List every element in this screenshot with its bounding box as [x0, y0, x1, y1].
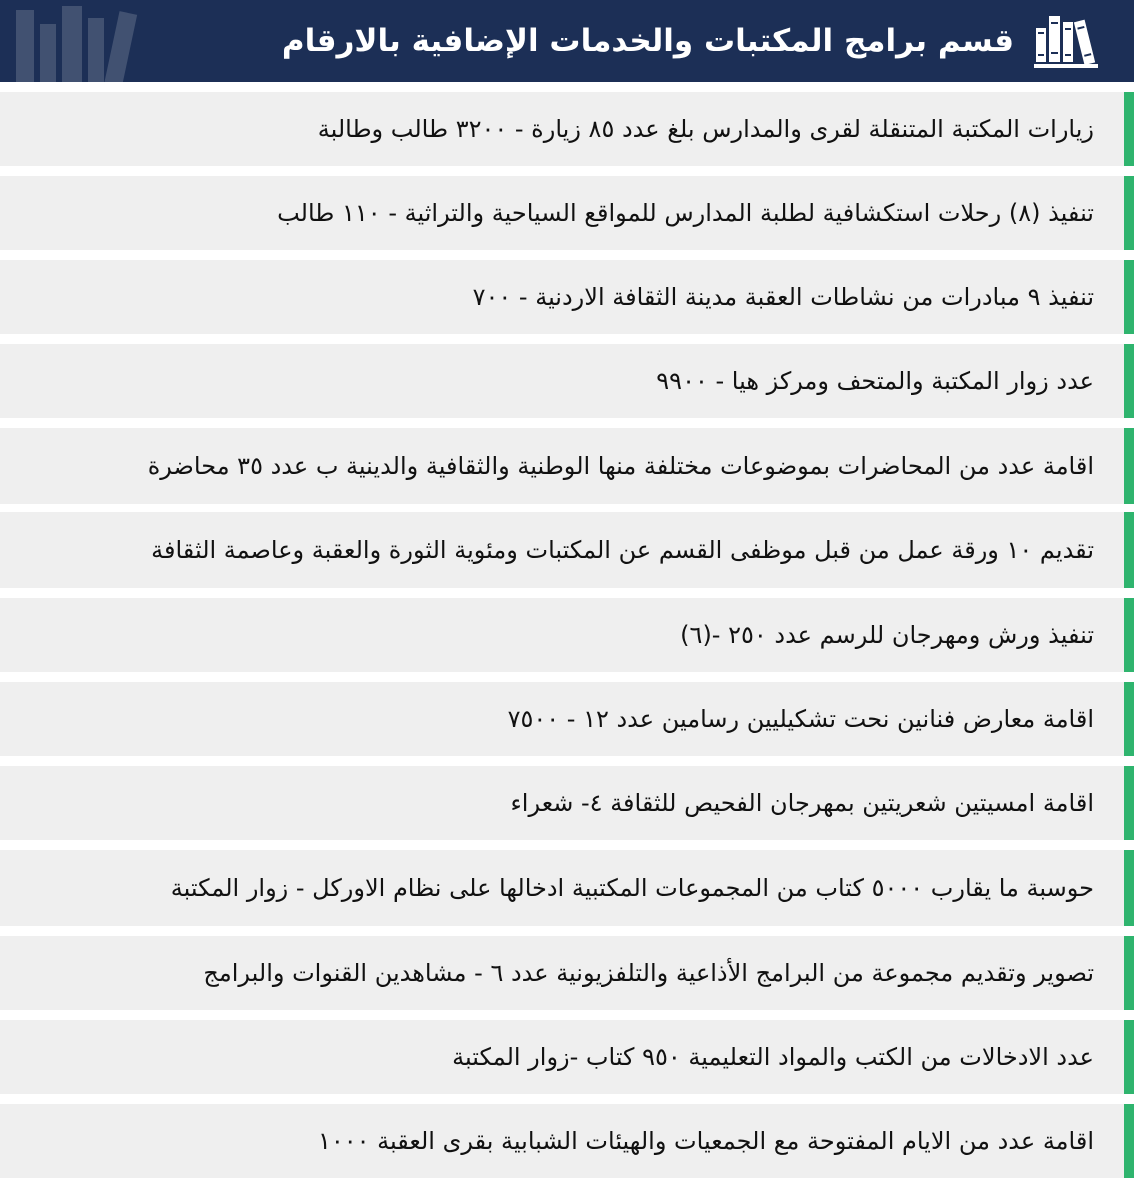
list-item-text: تقديم ١٠ ورقة عمل من قبل موظفى القسم عن المكتبات ومئوية الثورة والعقبة وعاصمة الثقافة: [151, 536, 1094, 564]
list-item: [0, 260, 1134, 334]
list-item-text: تنفيذ ورش ومهرجان للرسم عدد ٢٥٠ -(٦): [680, 621, 1094, 649]
list-item-text: حوسبة ما يقارب ٥٠٠٠ كتاب من المجموعات المكتبية ادخالها على نظام الاوركل - زوار المكتبة: [170, 874, 1094, 902]
list-item-text: زيارات المكتبة المتنقلة لقرى والمدارس بلغ عدد ٨٥ زيارة - ٣٢٠٠ طالب وطالبة: [317, 115, 1094, 143]
list-item-text: اقامة عدد من المحاضرات بموضوعات مختلفة منها الوطنية والثقافية والدينية ب عدد ٣٥ محاضرة: [147, 452, 1094, 480]
list-item-text: تصوير وتقديم مجموعة من البرامج الأذاعية والتلفزيونية عدد ٦ - مشاهدين القنوات والبرامج: [203, 959, 1094, 987]
list-item-text: عدد الادخالات من الكتب والمواد التعليمية ٩٥٠ كتاب -زوار المكتبة: [452, 1043, 1094, 1071]
header-banner: [0, 0, 1134, 82]
list-item: [0, 428, 1134, 504]
list-item-text: عدد زوار المكتبة والمتحف ومركز هيا - ٩٩٠٠: [656, 367, 1094, 395]
list-item: [0, 92, 1134, 166]
list-item: [0, 936, 1134, 1010]
list-item-text: تنفيذ (٨) رحلات استكشافية لطلبة المدارس للمواقع السياحية والتراثية - ١١٠ طالب: [277, 199, 1094, 227]
list-item: [0, 512, 1134, 588]
list-item-text: اقامة امسيتين شعريتين بمهرجان الفحيص للثقافة ٤- شعراء: [510, 789, 1094, 817]
books-icon: [1032, 12, 1100, 70]
list-item: [0, 850, 1134, 926]
list-item-text: تنفيذ ٩ مبادرات من نشاطات العقبة مدينة الثقافة الاردنية - ٧٠٠: [472, 283, 1094, 311]
list-item-text: اقامة معارض فنانين نحت تشكيليين رسامين عدد ١٢ - ٧٥٠٠: [507, 705, 1094, 733]
list-item-text: اقامة عدد من الايام المفتوحة مع الجمعيات والهيئات الشبابية بقرى العقبة ١٠٠٠: [317, 1127, 1094, 1155]
list-item: [0, 176, 1134, 250]
list-item: [0, 1020, 1134, 1094]
list-item: [0, 1104, 1134, 1178]
list-item: [0, 766, 1134, 840]
list-item: [0, 344, 1134, 418]
list-item: [0, 682, 1134, 756]
page-title: قسم برامج المكتبات والخدمات الإضافية بالارقام: [281, 23, 1014, 59]
list-item: [0, 598, 1134, 672]
books-watermark-icon: [10, 2, 150, 82]
